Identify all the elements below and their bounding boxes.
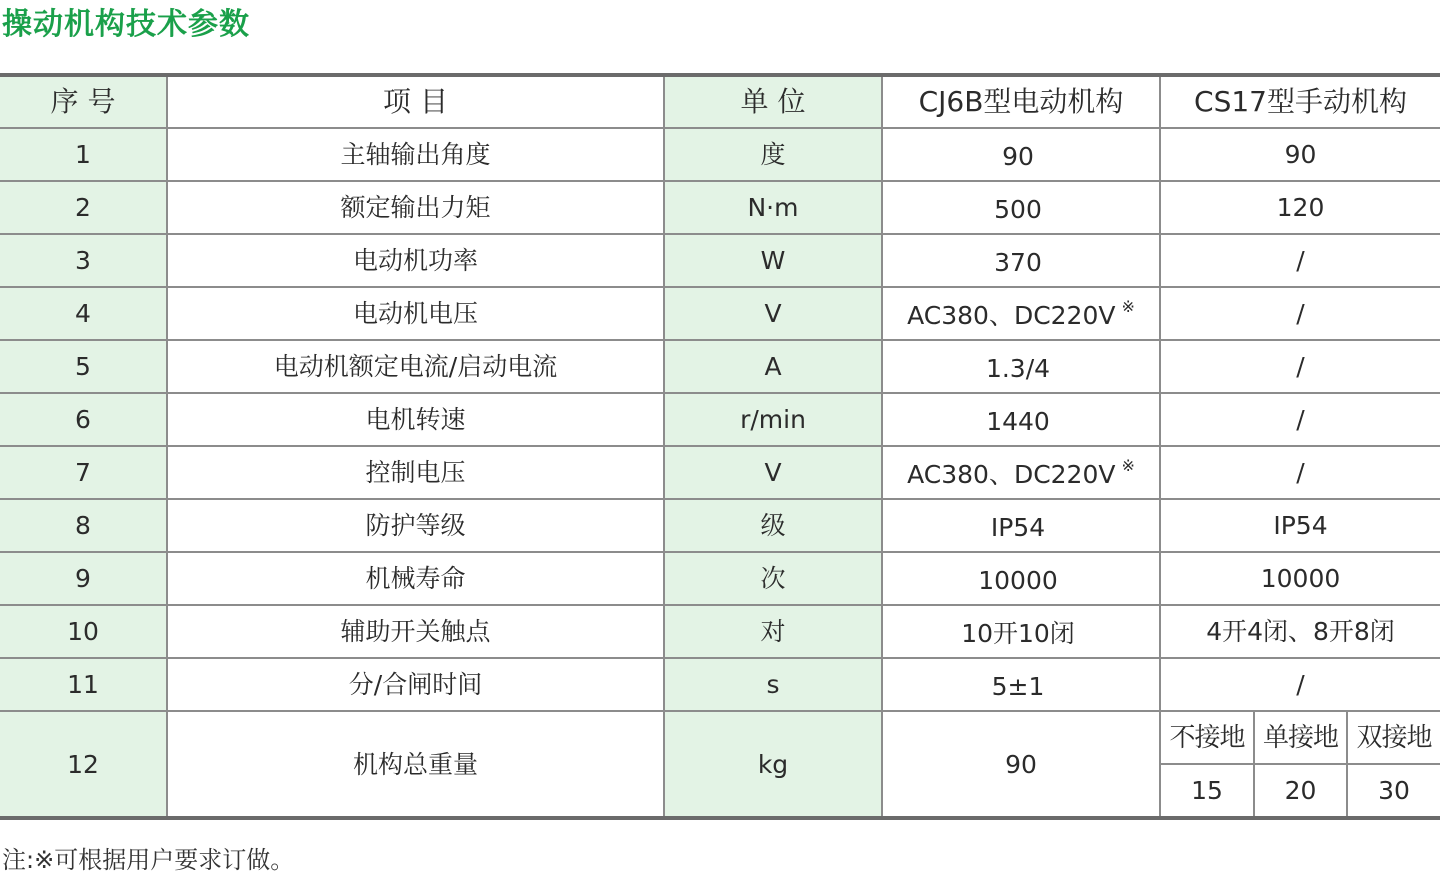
footnote: 注:※可根据用户要求订做。 <box>2 846 295 874</box>
cell-cj6b <box>882 658 1160 711</box>
cj6b-value: 370 <box>994 248 1042 277</box>
header-cs17: CS17型手动机构 <box>1160 75 1440 128</box>
cell-item: 机械寿命 <box>167 552 664 605</box>
header-item: 项 目 <box>167 75 664 128</box>
cell-unit: N·m <box>664 181 882 234</box>
table-row <box>0 287 1440 340</box>
cell-cs17: 4开4闭、8开8闭 <box>1160 605 1440 658</box>
cell-no: 1 <box>0 128 167 181</box>
cell-cj6b <box>882 234 1160 287</box>
cj6b-value: AC380、DC220V <box>907 301 1116 330</box>
cell-no: 7 <box>0 446 167 499</box>
variant-double-ground: 双接地 <box>1347 712 1440 764</box>
cell-item: 控制电压 <box>167 446 664 499</box>
cell-cj6b <box>882 446 1160 499</box>
weight-double-ground: 30 <box>1347 764 1440 816</box>
cell-item: 防护等级 <box>167 499 664 552</box>
cell-cs17: IP54 <box>1160 499 1440 552</box>
cell-no: 5 <box>0 340 167 393</box>
cell-item: 电动机电压 <box>167 287 664 340</box>
custom-mark: ※ <box>1121 456 1135 475</box>
cell-unit: 级 <box>664 499 882 552</box>
cell-no: 2 <box>0 181 167 234</box>
cell-item: 机构总重量 <box>167 711 664 818</box>
header-unit: 单 位 <box>664 75 882 128</box>
cell-cs17: / <box>1160 658 1440 711</box>
cell-item: 分/合闸时间 <box>167 658 664 711</box>
cell-no: 12 <box>0 711 167 818</box>
cj6b-value: 500 <box>994 195 1042 224</box>
cell-unit: W <box>664 234 882 287</box>
cj6b-value: AC380、DC220V <box>907 460 1116 489</box>
cell-no: 8 <box>0 499 167 552</box>
cell-cs17: 10000 <box>1160 552 1440 605</box>
cs17-weight-subtable <box>1161 712 1440 816</box>
cj6b-value: 10开10闭 <box>961 619 1075 648</box>
cell-unit: V <box>664 446 882 499</box>
table-row <box>0 181 1440 234</box>
cell-item: 电机转速 <box>167 393 664 446</box>
table-row <box>0 658 1440 711</box>
table-row-weight <box>0 711 1440 818</box>
cj6b-value: 90 <box>1002 142 1034 171</box>
cell-unit: V <box>664 287 882 340</box>
variant-ungrounded: 不接地 <box>1161 712 1254 764</box>
header-no: 序 号 <box>0 75 167 128</box>
cell-cj6b <box>882 287 1160 340</box>
page-title: 操动机构技术参数 <box>2 7 250 42</box>
cj6b-value: 5±1 <box>991 672 1045 701</box>
cell-cs17: / <box>1160 446 1440 499</box>
table-row <box>0 446 1440 499</box>
table-row <box>0 340 1440 393</box>
cj6b-value: 10000 <box>978 566 1058 595</box>
cell-unit: r/min <box>664 393 882 446</box>
cell-no: 6 <box>0 393 167 446</box>
cell-item: 额定输出力矩 <box>167 181 664 234</box>
table-row <box>0 605 1440 658</box>
cell-cj6b <box>882 128 1160 181</box>
weight-ungrounded: 15 <box>1161 764 1254 816</box>
cell-cj6b <box>882 552 1160 605</box>
cell-item: 主轴输出角度 <box>167 128 664 181</box>
cell-unit: 度 <box>664 128 882 181</box>
cell-unit: 对 <box>664 605 882 658</box>
cell-cj6b: 90 <box>882 711 1160 818</box>
cell-cs17: / <box>1160 287 1440 340</box>
cell-item: 电动机功率 <box>167 234 664 287</box>
cj6b-value: 1.3/4 <box>985 354 1051 383</box>
cell-cs17: / <box>1160 393 1440 446</box>
cell-no: 3 <box>0 234 167 287</box>
cj6b-value: 1440 <box>986 407 1050 436</box>
custom-mark: ※ <box>1121 297 1135 316</box>
header-cj6b: CJ6B型电动机构 <box>882 75 1160 128</box>
cell-no: 4 <box>0 287 167 340</box>
cell-cs17: 90 <box>1160 128 1440 181</box>
cell-unit: s <box>664 658 882 711</box>
table-row <box>0 128 1440 181</box>
table-row <box>0 234 1440 287</box>
cell-unit: kg <box>664 711 882 818</box>
cell-no: 9 <box>0 552 167 605</box>
cell-cj6b <box>882 393 1160 446</box>
table-header-row <box>0 75 1440 128</box>
table-row <box>0 499 1440 552</box>
weight-single-ground: 20 <box>1254 764 1347 816</box>
variant-single-ground: 单接地 <box>1254 712 1347 764</box>
cell-cj6b <box>882 499 1160 552</box>
cell-item: 电动机额定电流/启动电流 <box>167 340 664 393</box>
cell-cj6b <box>882 181 1160 234</box>
cell-cj6b <box>882 605 1160 658</box>
cell-no: 10 <box>0 605 167 658</box>
cell-item: 辅助开关触点 <box>167 605 664 658</box>
cj6b-value: IP54 <box>990 513 1046 542</box>
cell-no: 11 <box>0 658 167 711</box>
table-row <box>0 393 1440 446</box>
parameters-table <box>0 73 1440 820</box>
cell-cs17: / <box>1160 340 1440 393</box>
cell-cs17: 120 <box>1160 181 1440 234</box>
cell-unit: A <box>664 340 882 393</box>
cell-cs17: / <box>1160 234 1440 287</box>
cell-cj6b <box>882 340 1160 393</box>
cell-unit: 次 <box>664 552 882 605</box>
cell-cs17-weights <box>1160 711 1440 818</box>
table-row <box>0 552 1440 605</box>
